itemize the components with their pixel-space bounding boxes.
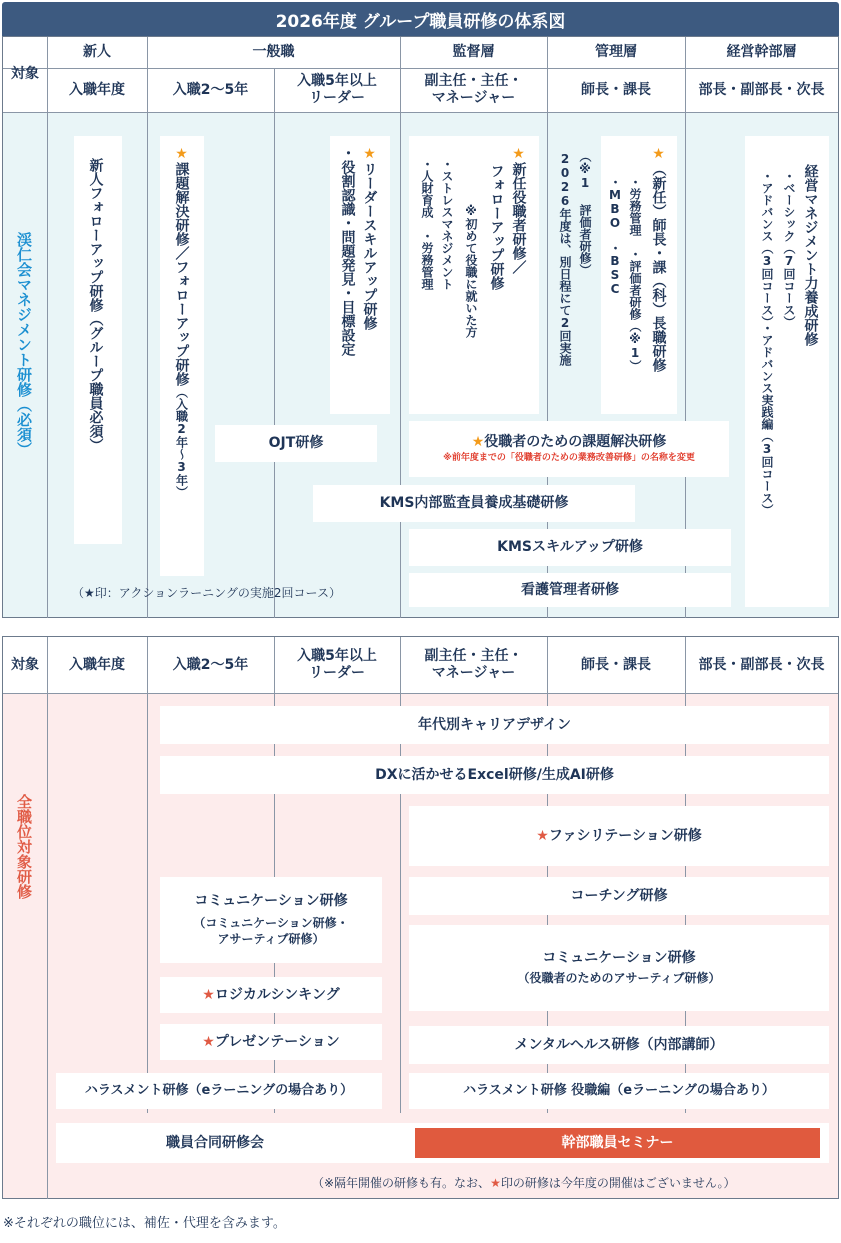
comm1-title: コミュニケーション研修: [194, 893, 348, 910]
dx-box: DXに活かせるExcel研修/生成AI研修: [160, 756, 829, 794]
section-management-label: 渓仁会マネジメント研修（必須）: [15, 232, 33, 457]
comm1-box: [160, 877, 382, 963]
header-target: 対象: [11, 66, 39, 83]
kango-box: 看護管理者研修: [409, 573, 731, 607]
yakushoku-title: ★役職者のための課題解決研修: [471, 434, 667, 451]
leader-title: ★リーダースキルアップ研修: [361, 146, 378, 330]
leader-items: ・役割認識・問題発見・目標設定: [339, 146, 356, 356]
star-icon: ★: [650, 146, 667, 162]
kadai-box: [160, 136, 204, 576]
shinnin-title-1: ★新任役職者研修／: [510, 146, 527, 274]
kanri-box: [601, 136, 677, 414]
kanbu-box: 幹部職員セミナー: [415, 1128, 820, 1158]
shinjin-label: 新人フォローアップ研修（グループ職員必須）: [87, 158, 104, 452]
level2-nyushoku: 入職年度: [69, 656, 125, 673]
kanri-item-2: ・MBO ・BSC: [608, 176, 622, 296]
star-icon: ★: [173, 146, 190, 162]
harass2-box: ハラスメント研修 役職編（eラーニングの場合あり）: [409, 1073, 829, 1109]
keiei-item-2: ・アドバンス（3回コース）・アドバンス実践編（3回コース）: [760, 170, 774, 516]
level-shicho: 師長・課長: [581, 81, 651, 98]
shinjin-box: [74, 136, 122, 544]
yakushoku-box: [409, 421, 729, 477]
group-keiei: 経営幹部層: [726, 44, 797, 61]
kanri-note-2: 2026年度は、別日程にて2回実施: [558, 152, 572, 366]
group-ippan: 一般職: [252, 44, 295, 61]
star-icon: ★: [490, 1176, 501, 1190]
harass1-box: ハラスメント研修（eラーニングの場合あり）: [56, 1073, 382, 1109]
level-2to5: 入職2〜5年: [172, 81, 249, 98]
level-leader: 入職5年以上 リーダー: [297, 73, 377, 106]
page-title: 2026年度 グループ職員研修の体系図: [2, 2, 839, 36]
yakushoku-note: ※前年度までの「役職者のための業務改善研修」の名称を変更: [443, 453, 695, 464]
level2-2to5: 入職2〜5年: [172, 656, 249, 673]
present-box: ★ プレゼンテーション: [160, 1024, 382, 1060]
star-icon: ★: [361, 146, 378, 162]
section-all-label: 全職位対象研修: [15, 794, 33, 899]
shinnin-title-2: フォローアップ研修: [488, 164, 505, 290]
group-kanri: 管理層: [595, 44, 637, 61]
kms-basic-box: KMS内部監査員養成基礎研修: [313, 485, 635, 522]
kanri-item-1: ・労務管理 ・評価者研修（※1）: [628, 176, 642, 372]
level-bucho: 部長・副部長・次長: [698, 81, 825, 98]
group-kantoku: 監督層: [452, 44, 495, 61]
kms-skillup-box: KMSスキルアップ研修: [409, 529, 731, 566]
mental-box: メンタルヘルス研修（内部講師）: [409, 1026, 829, 1064]
shinnin-box: [409, 136, 539, 414]
level2-bucho: 部長・副部長・次長: [698, 656, 825, 673]
keiei-item-1: ・ベーシック（7回コース）: [782, 170, 796, 328]
group-shinjin: 新人: [83, 44, 111, 61]
star-icon: ★: [536, 827, 549, 844]
comm1-sub: （コミュニケーション研修・ アサーティブ研修）: [193, 916, 349, 947]
star-icon: ★: [510, 146, 527, 162]
shinnin-note: ※初めて役職に就いた方: [464, 204, 478, 338]
godo-label: 職員合同研修会: [166, 1134, 264, 1151]
shinnin-item-1: ・ストレスマネジメント: [440, 158, 454, 290]
footer-note: ※それぞれの職位には、補佐・代理を含みます。: [3, 1216, 286, 1231]
level2-shunin: 副主任・主任・ マネージャー: [424, 648, 523, 681]
level-nyushoku: 入職年度: [69, 81, 125, 98]
career-box: 年代別キャリアデザイン: [160, 706, 829, 744]
star-icon: ★: [202, 986, 215, 1003]
keiei-title: 経営マネジメント力養成研修: [802, 164, 819, 346]
shinnin-item-2: ・人財育成 ・労務管理: [420, 158, 434, 290]
section2-note: （※隔年開催の研修も有。なお、★印の研修は今年度の開催はございません。）: [312, 1176, 736, 1190]
kadai-label: ★課題解決研修／フォローアップ研修（入職2年〜3年）: [173, 146, 190, 498]
logical-box: ★ ロジカルシンキング: [160, 977, 382, 1013]
comm2-title: コミュニケーション研修: [542, 950, 696, 967]
leader-box: [330, 136, 390, 414]
kanri-note-1: （※1 評価者研修）: [578, 150, 592, 276]
kanri-title: ★（新任）師長・課（科）長職研修: [650, 146, 667, 372]
level2-leader: 入職5年以上 リーダー: [297, 648, 377, 681]
level-shunin: 副主任・主任・ マネージャー: [424, 73, 523, 106]
coaching-box: コーチング研修: [409, 877, 829, 915]
ojt-box: OJT研修: [215, 425, 377, 462]
star-icon: ★: [202, 1033, 215, 1050]
header2-target: 対象: [11, 656, 39, 673]
level2-shicho: 師長・課長: [581, 656, 651, 673]
comm2-box: [409, 925, 829, 1011]
section1-note: （★印：アクションラーニングの実施2回コース）: [72, 586, 341, 600]
star-icon: ★: [471, 434, 485, 451]
keiei-box: [745, 136, 829, 607]
facil-box: ★ ファシリテーション研修: [409, 806, 829, 866]
comm2-sub: （役職者のためのアサーティブ研修）: [517, 971, 721, 986]
